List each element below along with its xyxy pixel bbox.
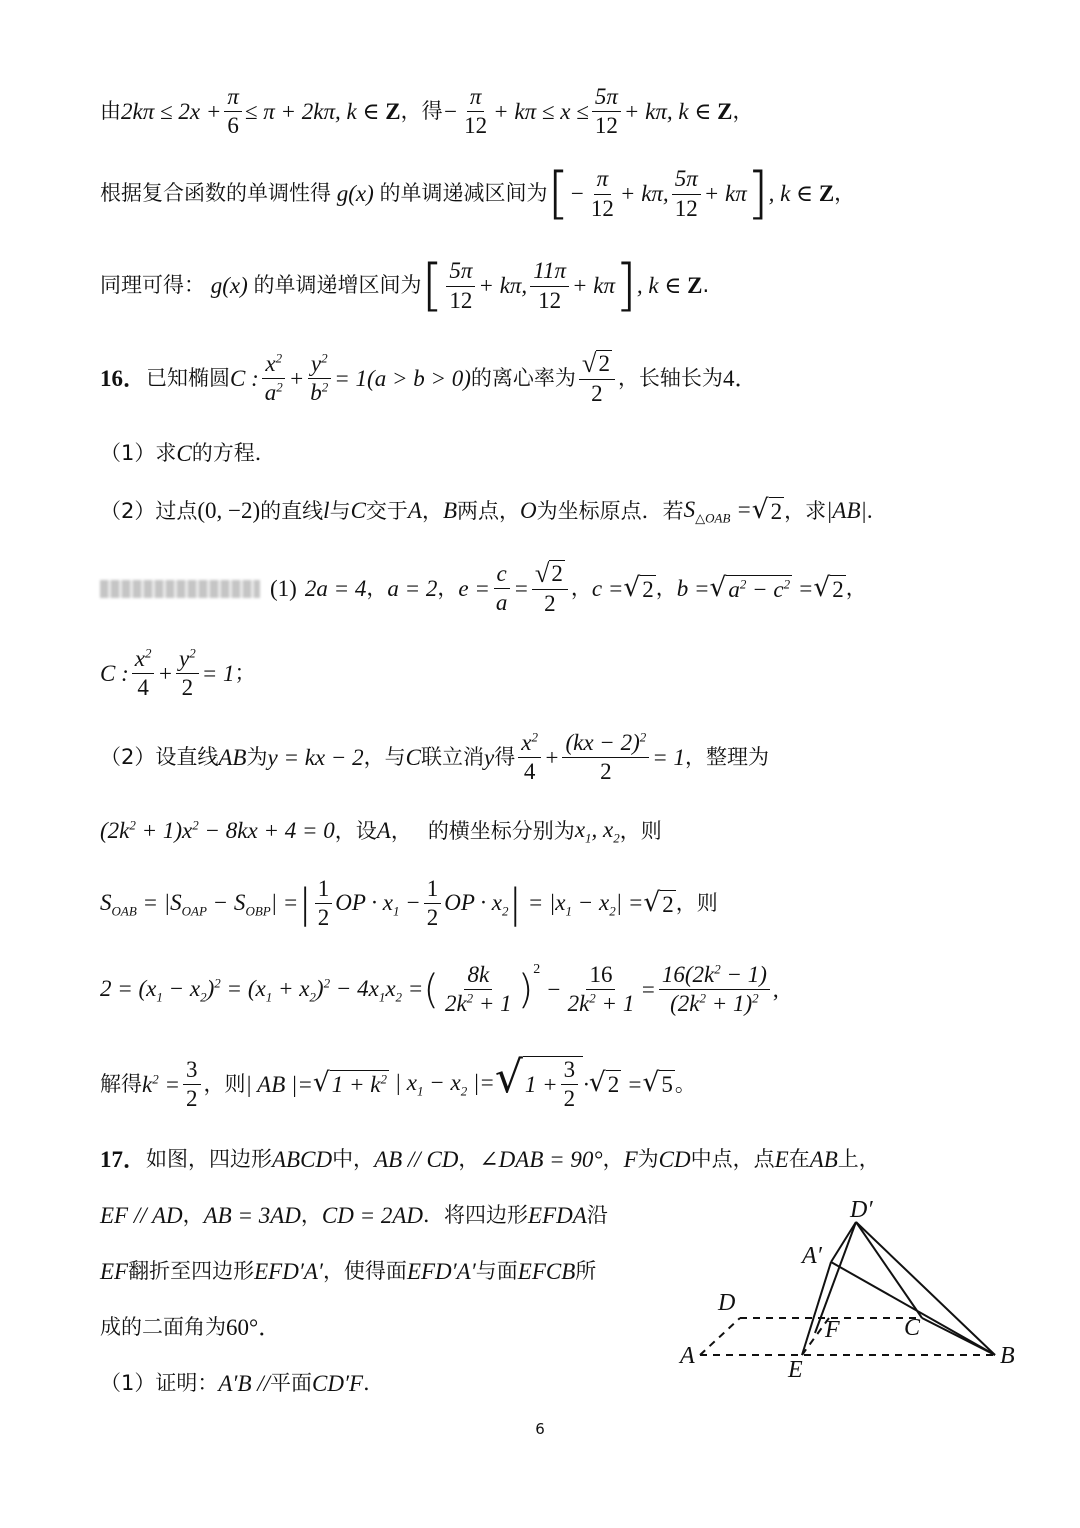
label-f: F — [825, 1317, 840, 1343]
problem-17-statement-2: EF // AD ， AB = 3AD ， CD = 2AD ．将四边形 EFDA 沿 — [100, 1203, 608, 1228]
problem-17-statement-3: EF 翻折至四边形 EFD′A′ ，使得面 EFD′A′ 与面 EFCB 所 — [100, 1259, 597, 1284]
label-a-prime: A′ — [802, 1243, 822, 1269]
label-e: E — [788, 1357, 803, 1383]
solution-line-2: 根据复合函数的单调性得 g(x) 的单调递减区间为 [ − $\frac{\pi}{12}$ + kπ, $\frac{5\pi}{12}$ + kπ ] , k ∈ Z ， — [100, 161, 856, 226]
label-b: B — [1000, 1343, 1015, 1369]
page-number: 6 — [535, 1420, 545, 1438]
solution-line-3: 同理可得： g(x) 的单调递增区间为 [ $\frac{5\pi}{12}$ + kπ, $\frac{11\pi}{12}$ + kπ ] , k ∈ Z . — [100, 253, 710, 318]
solution-16-part-1: (1) 2a = 4 ， a = 2 ， e = $\frac{c}{a}$ = √ 2 2 ， c = √ 2 ， b = √ $a^2 - c^2$ = √ 2 ， — [100, 560, 1020, 618]
discriminant-expression: $2 = (x_1 - x_2)^2 = (x_1 + x_2)^2 - 4x_1x_2$ = ( $\frac{8k}{2k^2 + 1}$ ) 2 − $\frac{16}{2k^2 + 1}$ = $\frac{16(2k^2 - 1)}{(2k^2 + 1)^2}$ , — [100, 961, 779, 1017]
problem-17-statement-1: 17． 如图，四边形 ABCD 中， AB // CD ， ∠DAB = 90° ， F 为 CD 中点，点 E 在 AB 上， — [100, 1147, 880, 1172]
problem-17-part-1: （1）证明： A′B // 平面 CD′F ． — [100, 1371, 385, 1396]
problem-16-statement: 16． 已知椭圆 C : $\frac{x^2}{a^2}$ + $\frac{y^2}{b^2}$ = 1(a > b > 0) 的离心率为 √ 2 2 ，长轴长为 4． — [100, 348, 758, 407]
label-c: C — [904, 1315, 921, 1341]
problem-17-statement-4: 成的二面角为 60°． — [100, 1315, 282, 1340]
ellipse-equation: C : $\frac{x^2}{4}$ + $\frac{y^2}{2}$ = 1 ； — [100, 645, 256, 701]
solution-16-part-2-setup: （2）设直线 AB 为 y = kx − 2 ，与 C 联立消 y 得 $\frac{x^2}{4}$ + $\frac{(kx - 2)^2}{2}$ = 1 ，整理为 — [100, 729, 770, 785]
solution-line-1: 由 2kπ ≤ 2x + $\frac{\pi}{6}$ ≤ π + 2kπ, k ∈ Z ，得 − $\frac{\pi}{12}$ + kπ ≤ x ≤ $\frac{5\pi}{12}$ + kπ, k ∈ Z ， — [100, 84, 754, 139]
quadratic-equation: $(2k^2 + 1)x^2 - 8kx + 4 = 0$ ，设 A ， 的横坐标分别为 $x_1$, $x_2$ ，则 — [100, 817, 662, 846]
geometry-figure — [660, 1185, 1040, 1385]
label-d: D — [718, 1290, 736, 1316]
blurred-label — [100, 580, 260, 598]
problem-16-part-1: （1）求 C 的方程． — [100, 441, 276, 466]
area-expression: $S_{OAB} = |S_{OAP} - S_{OBP}|$ = | $\frac{1}{2}$ OP · $x_1$ − $\frac{1}{2}$ OP · $x_2$ | = $|x_1 - x_2|$ = √ 2 ，则 — [100, 876, 718, 931]
label-d-prime: D′ — [850, 1197, 873, 1223]
problem-16-part-2: （2）过点 (0, −2) 的直线 l 与 C 交于 A ， B 两点， O 为坐标原点．若 $S_{\triangle OAB}$ = √ 2 ，求 |AB| . — [100, 493, 873, 526]
solution-16-result: 解得 $k^2$ = $\frac{3}{2}$ ，则 | AB |= √ $1 + k^2$ | $x_1 - x_2$ |= √ 1 + $\frac{3}{2}$ · √ 2 = √ 5 。 — [100, 1052, 696, 1112]
label-a: A — [680, 1343, 695, 1369]
